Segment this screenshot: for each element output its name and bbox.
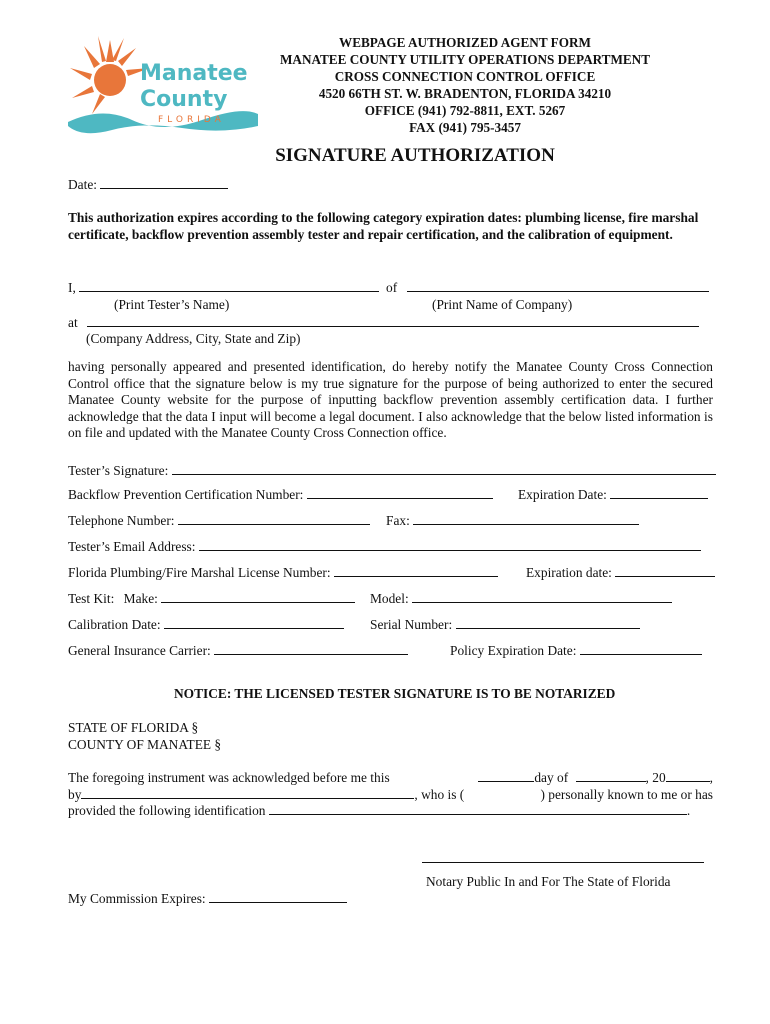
test-kit-row <box>68 591 355 608</box>
telephone-field[interactable] <box>178 513 370 525</box>
of-label: of <box>386 280 398 295</box>
signature-label: Tester’s Signature: <box>68 463 169 478</box>
make-field[interactable] <box>161 591 355 603</box>
license-expiration-row <box>526 565 715 582</box>
company-address-field[interactable] <box>87 315 699 327</box>
expiration-label: Expiration Date: <box>518 487 607 502</box>
identification-text: provided the following identification <box>68 803 266 818</box>
notary-signature-line[interactable] <box>422 862 704 863</box>
serial-field[interactable] <box>456 617 640 629</box>
license-field[interactable] <box>334 565 498 577</box>
notarize-notice: NOTICE: THE LICENSED TESTER SIGNATURE IS TO BE NOTARIZED <box>174 686 616 701</box>
serial-row <box>370 617 640 634</box>
notary-line-1: The foregoing instrument was acknowledged before me this day of , 20 , <box>68 770 713 785</box>
day-of-text: day of <box>534 770 569 785</box>
header-line-3: CROSS CONNECTION CONTROL OFFICE <box>334 69 596 84</box>
policy-expiration-row <box>450 643 702 660</box>
by-text: by <box>68 787 82 802</box>
calibration-row <box>68 617 344 634</box>
state-line: STATE OF FLORIDA § <box>68 720 199 735</box>
tester-name-row <box>68 280 379 297</box>
year-field[interactable] <box>666 770 710 782</box>
expiry-notice: This authorization expires according to the following category expiration dates: plumbing license, fire marshal certificate, backflow prevention assembly tester and repair certification, and the calibration of equipment. <box>68 210 699 242</box>
day-field[interactable] <box>478 770 534 782</box>
personally-known-text: ) personally known to me or has <box>540 787 713 802</box>
company-name-row <box>386 280 709 297</box>
logo-text-county: County <box>140 87 228 112</box>
company-name-field[interactable] <box>407 280 709 292</box>
fax-field[interactable] <box>413 513 639 525</box>
who-is-text: , who is ( <box>414 787 465 802</box>
header-line-5: OFFICE (941) 792-8811, EXT. 5267 <box>364 103 566 118</box>
notary-line-2 <box>68 787 713 804</box>
email-label: Tester’s Email Address: <box>68 539 196 554</box>
i-label: I, <box>68 280 76 295</box>
backflow-cert-row <box>68 487 493 504</box>
test-kit-label: Test Kit: <box>68 591 115 606</box>
calibration-label: Calibration Date: <box>68 617 161 632</box>
fax-label: Fax: <box>386 513 410 528</box>
date-field[interactable] <box>100 177 228 189</box>
license-row <box>68 565 498 582</box>
header-line-2: MANATEE COUNTY UTILITY OPERATIONS DEPARTMENT <box>279 52 651 67</box>
model-field[interactable] <box>412 591 672 603</box>
date-row <box>68 177 228 194</box>
backflow-cert-label: Backflow Prevention Certification Number: <box>68 487 304 502</box>
date-label: Date: <box>68 177 97 192</box>
telephone-row <box>68 513 370 530</box>
company-address-row <box>68 315 699 332</box>
email-field[interactable] <box>199 539 701 551</box>
logo-text-manatee: Manatee <box>140 61 248 86</box>
commission-row <box>68 891 347 908</box>
declaration-paragraph: having personally appeared and presented identification, do hereby notify the Manatee County Cross Connection Control office that the signature below is my true signature for the purpose of being authorized to enter the secured Manatee County website for the purpose of inputting backflow prevention assembly certification data. I further acknowledge that the data I input will become a legal document. I also acknowledge that the below listed information is on file and updated with the Manatee County Cross Connection office. <box>68 359 713 441</box>
fax-row <box>386 513 639 530</box>
license-expiration-field[interactable] <box>615 565 715 577</box>
header-line-4: 4520 66TH ST. W. BRADENTON, FLORIDA 34210 <box>318 86 612 101</box>
sun-rays-icon <box>70 36 150 114</box>
month-field[interactable] <box>576 770 646 782</box>
year-prefix-text: , 20 <box>645 770 666 785</box>
acknowledged-text: The foregoing instrument was acknowledged before me this <box>68 770 390 785</box>
policy-expiration-label: Policy Expiration Date: <box>450 643 577 658</box>
backflow-cert-field[interactable] <box>307 487 493 499</box>
expiration-field[interactable] <box>610 487 708 499</box>
header-line-1: WEBPAGE AUTHORIZED AGENT FORM <box>339 35 591 50</box>
insurance-row <box>68 643 408 660</box>
tester-name-field[interactable] <box>79 280 379 292</box>
license-expiration-label: Expiration date: <box>526 565 612 580</box>
company-address-caption: (Company Address, City, State and Zip) <box>86 331 301 346</box>
commission-field[interactable] <box>209 891 347 903</box>
notary-line-3: provided the following identification . <box>68 803 691 818</box>
license-label: Florida Plumbing/Fire Marshal License Number: <box>68 565 331 580</box>
serial-label: Serial Number: <box>370 617 453 632</box>
make-label: Make: <box>123 591 158 606</box>
by-field[interactable] <box>81 787 414 799</box>
manatee-county-logo <box>62 34 258 140</box>
signature-field[interactable] <box>172 463 716 475</box>
notary-public-caption: Notary Public In and For The State of Florida <box>426 874 671 889</box>
expiration-row <box>518 487 708 504</box>
header-line-6: FAX (941) 795-3457 <box>409 120 521 135</box>
county-line: COUNTY OF MANATEE § <box>68 737 222 752</box>
identification-field[interactable] <box>269 803 687 815</box>
insurance-label: General Insurance Carrier: <box>68 643 211 658</box>
model-label: Model: <box>370 591 409 606</box>
policy-expiration-field[interactable] <box>580 643 702 655</box>
tester-name-caption: (Print Tester’s Name) <box>114 297 230 312</box>
at-label: at <box>68 315 78 330</box>
page-title: SIGNATURE AUTHORIZATION <box>275 145 555 166</box>
commission-label: My Commission Expires: <box>68 891 206 906</box>
signature-row <box>68 463 716 480</box>
logo-text-florida: FLORIDA <box>158 115 225 125</box>
telephone-label: Telephone Number: <box>68 513 175 528</box>
model-row <box>370 591 672 608</box>
calibration-field[interactable] <box>164 617 344 629</box>
company-name-caption: (Print Name of Company) <box>432 297 573 312</box>
insurance-field[interactable] <box>214 643 408 655</box>
email-row <box>68 539 701 556</box>
